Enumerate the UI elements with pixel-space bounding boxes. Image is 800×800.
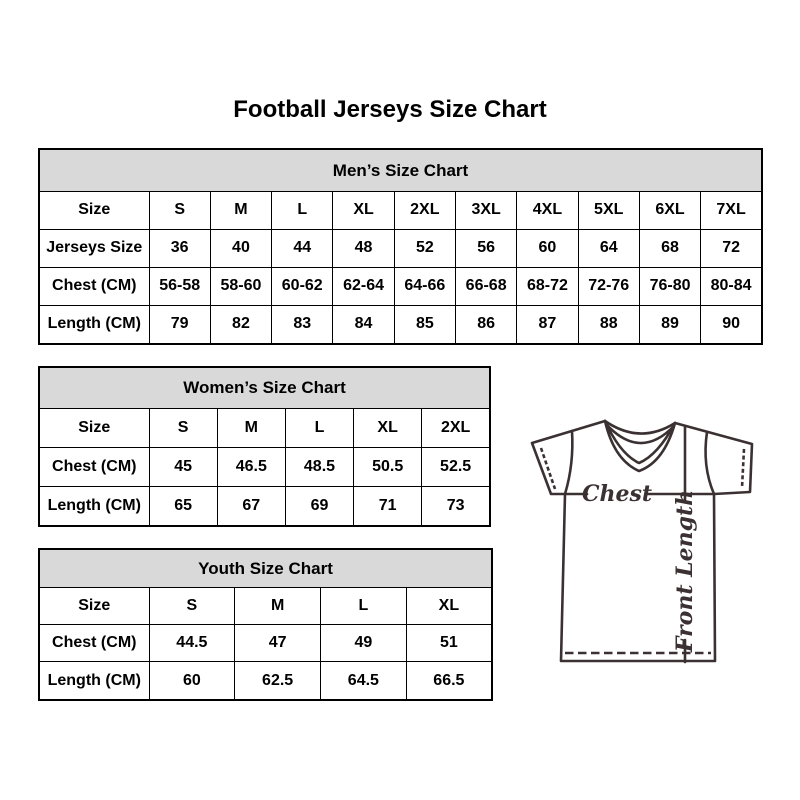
value-cell: 40: [210, 229, 271, 267]
value-cell: 46.5: [217, 447, 285, 486]
value-cell: 52: [394, 229, 455, 267]
chest-label: Chest: [581, 481, 653, 507]
value-cell: L: [272, 192, 333, 230]
value-cell: 36: [149, 229, 210, 267]
value-cell: 80-84: [701, 267, 762, 305]
row-label-cell: Length (CM): [39, 305, 149, 344]
value-cell: 64: [578, 229, 639, 267]
value-cell: S: [149, 409, 217, 448]
table-row: [39, 409, 490, 448]
right-sleeve-outline: [675, 423, 752, 494]
value-cell: 44.5: [149, 625, 235, 662]
value-cell: 5XL: [578, 192, 639, 230]
value-cell: 56: [455, 229, 516, 267]
value-cell: 64.5: [321, 662, 407, 700]
value-cell: 79: [149, 305, 210, 344]
mens-table-title: Men’s Size Chart: [39, 149, 762, 192]
table-row: [39, 447, 490, 486]
value-cell: 56-58: [149, 267, 210, 305]
value-cell: 72: [701, 229, 762, 267]
value-cell: 3XL: [455, 192, 516, 230]
value-cell: 71: [354, 486, 422, 526]
value-cell: 51: [406, 625, 492, 662]
table-row: [39, 267, 762, 305]
value-cell: 60-62: [272, 267, 333, 305]
value-cell: 64-66: [394, 267, 455, 305]
value-cell: 2XL: [394, 192, 455, 230]
value-cell: M: [217, 409, 285, 448]
value-cell: XL: [333, 192, 394, 230]
value-cell: 73: [422, 486, 490, 526]
value-cell: 62.5: [235, 662, 321, 700]
value-cell: 60: [517, 229, 578, 267]
table-row: [39, 192, 762, 230]
value-cell: 49: [321, 625, 407, 662]
value-cell: 52.5: [422, 447, 490, 486]
value-cell: 45: [149, 447, 217, 486]
table-row: [39, 486, 490, 526]
value-cell: 72-76: [578, 267, 639, 305]
value-cell: 66.5: [406, 662, 492, 700]
value-cell: 44: [272, 229, 333, 267]
row-label-cell: Chest (CM): [39, 267, 149, 305]
value-cell: L: [321, 588, 407, 625]
value-cell: 87: [517, 305, 578, 344]
value-cell: L: [285, 409, 353, 448]
row-label-cell: Length (CM): [39, 486, 149, 526]
table-row: [39, 662, 492, 700]
value-cell: 84: [333, 305, 394, 344]
row-label-cell: Jerseys Size: [39, 229, 149, 267]
row-label-cell: Chest (CM): [39, 625, 149, 662]
value-cell: 86: [455, 305, 516, 344]
mens-size-table: [38, 148, 763, 345]
left-armhole-seam: [565, 431, 572, 494]
value-cell: 47: [235, 625, 321, 662]
value-cell: 6XL: [639, 192, 700, 230]
front-length-label: Front Length: [672, 489, 698, 653]
value-cell: 76-80: [639, 267, 700, 305]
value-cell: M: [235, 588, 321, 625]
value-cell: 7XL: [701, 192, 762, 230]
value-cell: 83: [272, 305, 333, 344]
value-cell: 69: [285, 486, 353, 526]
value-cell: 62-64: [333, 267, 394, 305]
value-cell: 48.5: [285, 447, 353, 486]
value-cell: 89: [639, 305, 700, 344]
youth-table-title: Youth Size Chart: [39, 549, 492, 588]
value-cell: 85: [394, 305, 455, 344]
value-cell: 48: [333, 229, 394, 267]
value-cell: 88: [578, 305, 639, 344]
value-cell: 4XL: [517, 192, 578, 230]
youth-size-table: [38, 548, 493, 701]
value-cell: 58-60: [210, 267, 271, 305]
value-cell: 82: [210, 305, 271, 344]
value-cell: 50.5: [354, 447, 422, 486]
jersey-diagram: [508, 416, 770, 668]
value-cell: 60: [149, 662, 235, 700]
right-armhole-seam: [706, 432, 714, 494]
value-cell: 65: [149, 486, 217, 526]
row-label-cell: Length (CM): [39, 662, 149, 700]
row-label-cell: Size: [39, 409, 149, 448]
right-cuff-stitch-line: [742, 449, 744, 488]
table-row: [39, 588, 492, 625]
value-cell: XL: [354, 409, 422, 448]
value-cell: 67: [217, 486, 285, 526]
womens-table-title: Women’s Size Chart: [39, 367, 490, 409]
table-row: [39, 305, 762, 344]
value-cell: S: [149, 192, 210, 230]
value-cell: 68-72: [517, 267, 578, 305]
table-row: [39, 625, 492, 662]
row-label-cell: Chest (CM): [39, 447, 149, 486]
value-cell: 66-68: [455, 267, 516, 305]
value-cell: 90: [701, 305, 762, 344]
value-cell: 68: [639, 229, 700, 267]
value-cell: 2XL: [422, 409, 490, 448]
womens-size-table: [38, 366, 491, 527]
table-row: [39, 229, 762, 267]
row-label-cell: Size: [39, 588, 149, 625]
row-label-cell: Size: [39, 192, 149, 230]
value-cell: XL: [406, 588, 492, 625]
value-cell: S: [149, 588, 235, 625]
page-title: Football Jerseys Size Chart: [233, 96, 547, 123]
v-neck-collar: [605, 421, 675, 471]
value-cell: M: [210, 192, 271, 230]
